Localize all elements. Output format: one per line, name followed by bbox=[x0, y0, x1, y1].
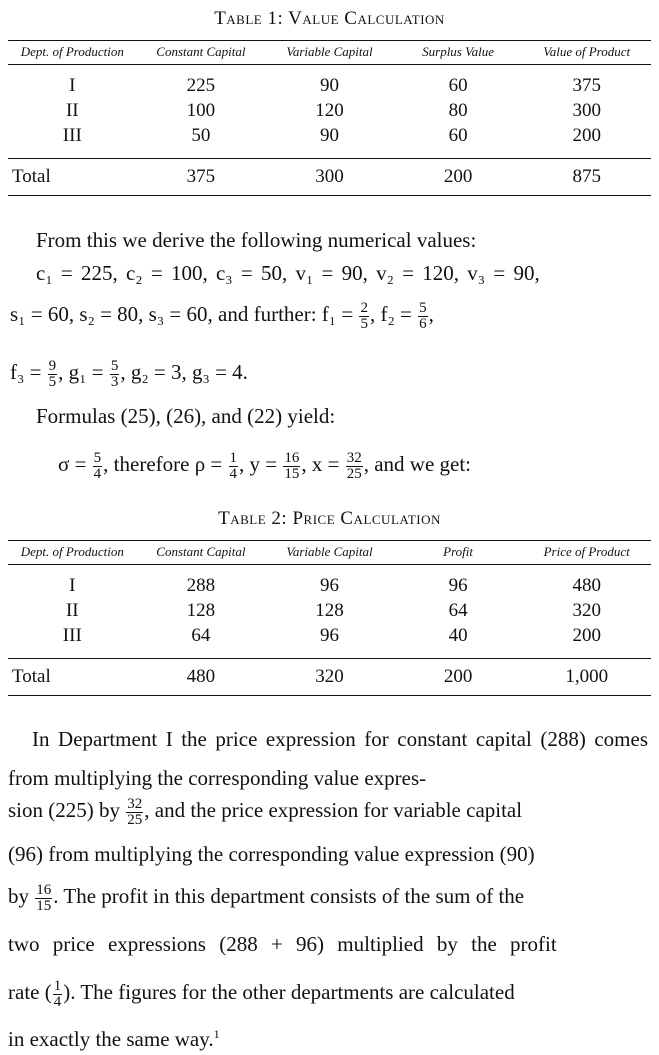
table-cell: 96 bbox=[448, 575, 468, 596]
table-cell: 100 bbox=[186, 100, 216, 121]
table-cell: 96 bbox=[319, 575, 339, 596]
table-cell: 50 bbox=[191, 125, 211, 146]
table-cell: 128 bbox=[186, 600, 216, 621]
text-run: . The profit in this department consists of the sum of the bbox=[53, 884, 525, 908]
frac-num: 5 bbox=[93, 449, 102, 466]
table2-header: Dept. of Production bbox=[8, 541, 137, 565]
table1-header: Constant Capital bbox=[137, 41, 266, 65]
table-row bbox=[8, 565, 651, 599]
table-cell: 375 bbox=[572, 75, 601, 96]
table-cell: 320 bbox=[572, 600, 601, 621]
table-row bbox=[8, 123, 651, 159]
frac-num: 32 bbox=[346, 449, 362, 466]
table-cell: 480 bbox=[572, 575, 601, 596]
frac-den: 4 bbox=[93, 465, 102, 482]
fraction-g1 bbox=[110, 359, 120, 390]
footnote-mark[interactable]: 1 bbox=[213, 1027, 220, 1041]
table-cell: 200 bbox=[572, 625, 601, 646]
frac-den: 6 bbox=[419, 315, 427, 332]
frac-den: 5 bbox=[48, 373, 57, 390]
frac-num: 1 bbox=[229, 449, 238, 466]
fraction-f3 bbox=[48, 359, 58, 390]
text-run: , x = bbox=[301, 452, 340, 476]
table-cell: 96 bbox=[319, 625, 339, 646]
table-row bbox=[8, 65, 651, 99]
text-run: rate ( bbox=[8, 980, 52, 1004]
fraction-rho bbox=[229, 451, 239, 482]
frac-num: 5 bbox=[110, 357, 119, 374]
frac-den: 25 bbox=[127, 811, 143, 828]
table1 bbox=[8, 40, 651, 196]
explanation-line-8 bbox=[8, 1020, 220, 1053]
table2-header: Price of Product bbox=[522, 541, 651, 565]
table-cell: II bbox=[65, 100, 79, 121]
table-cell: 90 bbox=[319, 75, 339, 96]
table1-header: Variable Capital bbox=[265, 41, 394, 65]
frac-den: 25 bbox=[346, 465, 362, 482]
text-run: , g₁ = bbox=[58, 360, 104, 384]
table-cell: 300 bbox=[265, 159, 394, 196]
fraction-sigma bbox=[93, 451, 103, 482]
table1-total-row bbox=[8, 159, 651, 196]
table-cell: 40 bbox=[448, 625, 468, 646]
text-run: by bbox=[8, 884, 29, 908]
fraction-y bbox=[283, 451, 300, 482]
formulas-line: Formulas (25), (26), and (22) yield: bbox=[36, 404, 336, 428]
table2-total-row bbox=[8, 659, 651, 696]
table-cell: III bbox=[62, 125, 82, 146]
frac-den: 15 bbox=[36, 897, 52, 914]
text-run: , therefore ρ = bbox=[103, 452, 223, 476]
table2-header: Constant Capital bbox=[137, 541, 266, 565]
text-run: sion (225) by bbox=[8, 798, 120, 822]
explanation-line-3 bbox=[8, 796, 648, 828]
table-cell: 875 bbox=[522, 159, 651, 196]
table1-caption bbox=[0, 8, 659, 30]
frac-den: 4 bbox=[53, 993, 62, 1010]
fraction-m3 bbox=[53, 979, 63, 1010]
table1-caption-text: Table 1: Value Calculation bbox=[214, 8, 445, 29]
frac-den: 5 bbox=[360, 315, 368, 332]
frac-num: 9 bbox=[48, 357, 57, 374]
intro-line: From this we derive the following numerical values: bbox=[36, 228, 477, 252]
frac-num: 16 bbox=[36, 881, 52, 898]
frac-num: 5 bbox=[419, 299, 427, 316]
frac-num: 1 bbox=[53, 977, 62, 994]
frac-den: 4 bbox=[229, 465, 238, 482]
values-line-3 bbox=[10, 358, 248, 390]
text-run: , and we get: bbox=[363, 452, 472, 476]
frac-den: 15 bbox=[284, 465, 300, 482]
table2-caption-text: Table 2: Price Calculation bbox=[218, 508, 441, 529]
fraction-m1 bbox=[126, 797, 143, 828]
text-run: , and the price expression for variable capital bbox=[144, 798, 523, 822]
text-run: σ = bbox=[58, 452, 87, 476]
text-run: , g₂ = 3, g₃ = 4. bbox=[120, 360, 248, 384]
text-run: s₁ = 60, s₂ = 80, s₃ = 60, and further: f₁ = bbox=[10, 302, 354, 326]
text-run: in exactly the same way. bbox=[8, 1027, 214, 1051]
table-cell: 120 bbox=[315, 100, 344, 121]
table-cell: I bbox=[69, 75, 76, 96]
sigma-line bbox=[58, 450, 471, 482]
table1-header-row bbox=[8, 41, 651, 65]
text-run bbox=[8, 796, 522, 828]
table2 bbox=[8, 540, 651, 696]
values-line-1: c₁ = 225, c₂ = 100, c₃ = 50, v₁ = 90, v₂ = 120, v₃ = 90, bbox=[36, 261, 540, 285]
table-cell: I bbox=[69, 575, 76, 596]
table-cell: 300 bbox=[572, 100, 601, 121]
table-cell: III bbox=[62, 625, 82, 646]
text-run: ). The figures for the other departments are calculated bbox=[63, 980, 515, 1004]
text-run: , y = bbox=[239, 452, 278, 476]
table-cell: Total bbox=[8, 159, 137, 196]
explanation-line-6: two price expressions (288 + 96) multiplied by the profit bbox=[8, 932, 557, 956]
text-run: , bbox=[428, 302, 434, 326]
table2-header: Variable Capital bbox=[265, 541, 394, 565]
table-cell: 200 bbox=[394, 159, 523, 196]
table2-caption bbox=[0, 508, 659, 530]
frac-num: 2 bbox=[360, 299, 368, 316]
frac-num: 32 bbox=[127, 795, 143, 812]
explanation-p1: In Department I the price expression for constant capital (288) comes from multiplying the corresponding value expres- bbox=[8, 727, 648, 790]
table1-header: Surplus Value bbox=[394, 41, 523, 65]
frac-den: 3 bbox=[110, 373, 119, 390]
table-cell: 80 bbox=[448, 100, 468, 121]
table1-header: Value of Product bbox=[522, 41, 651, 65]
fraction-m2 bbox=[35, 883, 52, 914]
table-cell: 60 bbox=[448, 75, 468, 96]
table-cell: 375 bbox=[137, 159, 266, 196]
text-run: , f₂ = bbox=[369, 302, 412, 326]
frac-num: 16 bbox=[284, 449, 300, 466]
table-cell: 128 bbox=[315, 600, 344, 621]
values-line-2 bbox=[10, 300, 434, 332]
table-cell: 320 bbox=[265, 659, 394, 696]
table-cell: 200 bbox=[572, 125, 601, 146]
table-row bbox=[8, 623, 651, 659]
table-cell: 64 bbox=[448, 600, 468, 621]
table-cell: 60 bbox=[448, 125, 468, 146]
table2-header: Profit bbox=[394, 541, 523, 565]
explanation-line-7 bbox=[8, 978, 515, 1010]
table-cell: 1,000 bbox=[522, 659, 651, 696]
explanation-line-5 bbox=[8, 882, 524, 914]
table-cell: 288 bbox=[186, 575, 216, 596]
table-cell: 90 bbox=[319, 125, 339, 146]
table-cell: 480 bbox=[137, 659, 266, 696]
table1-header: Dept. of Production bbox=[8, 41, 137, 65]
table-cell: 64 bbox=[191, 625, 211, 646]
table-cell: 200 bbox=[394, 659, 523, 696]
fraction-f2 bbox=[418, 301, 428, 332]
table-row bbox=[8, 98, 651, 123]
fraction-x bbox=[346, 451, 363, 482]
explanation-line-4: (96) from multiplying the corresponding value expression (90) bbox=[8, 842, 535, 866]
text-run: f₃ = bbox=[10, 360, 42, 384]
table-cell: II bbox=[65, 600, 79, 621]
fraction-f1 bbox=[359, 301, 369, 332]
table2-header-row bbox=[8, 541, 651, 565]
table-cell: 225 bbox=[186, 75, 216, 96]
table-cell: Total bbox=[8, 659, 137, 696]
table-row bbox=[8, 598, 651, 623]
